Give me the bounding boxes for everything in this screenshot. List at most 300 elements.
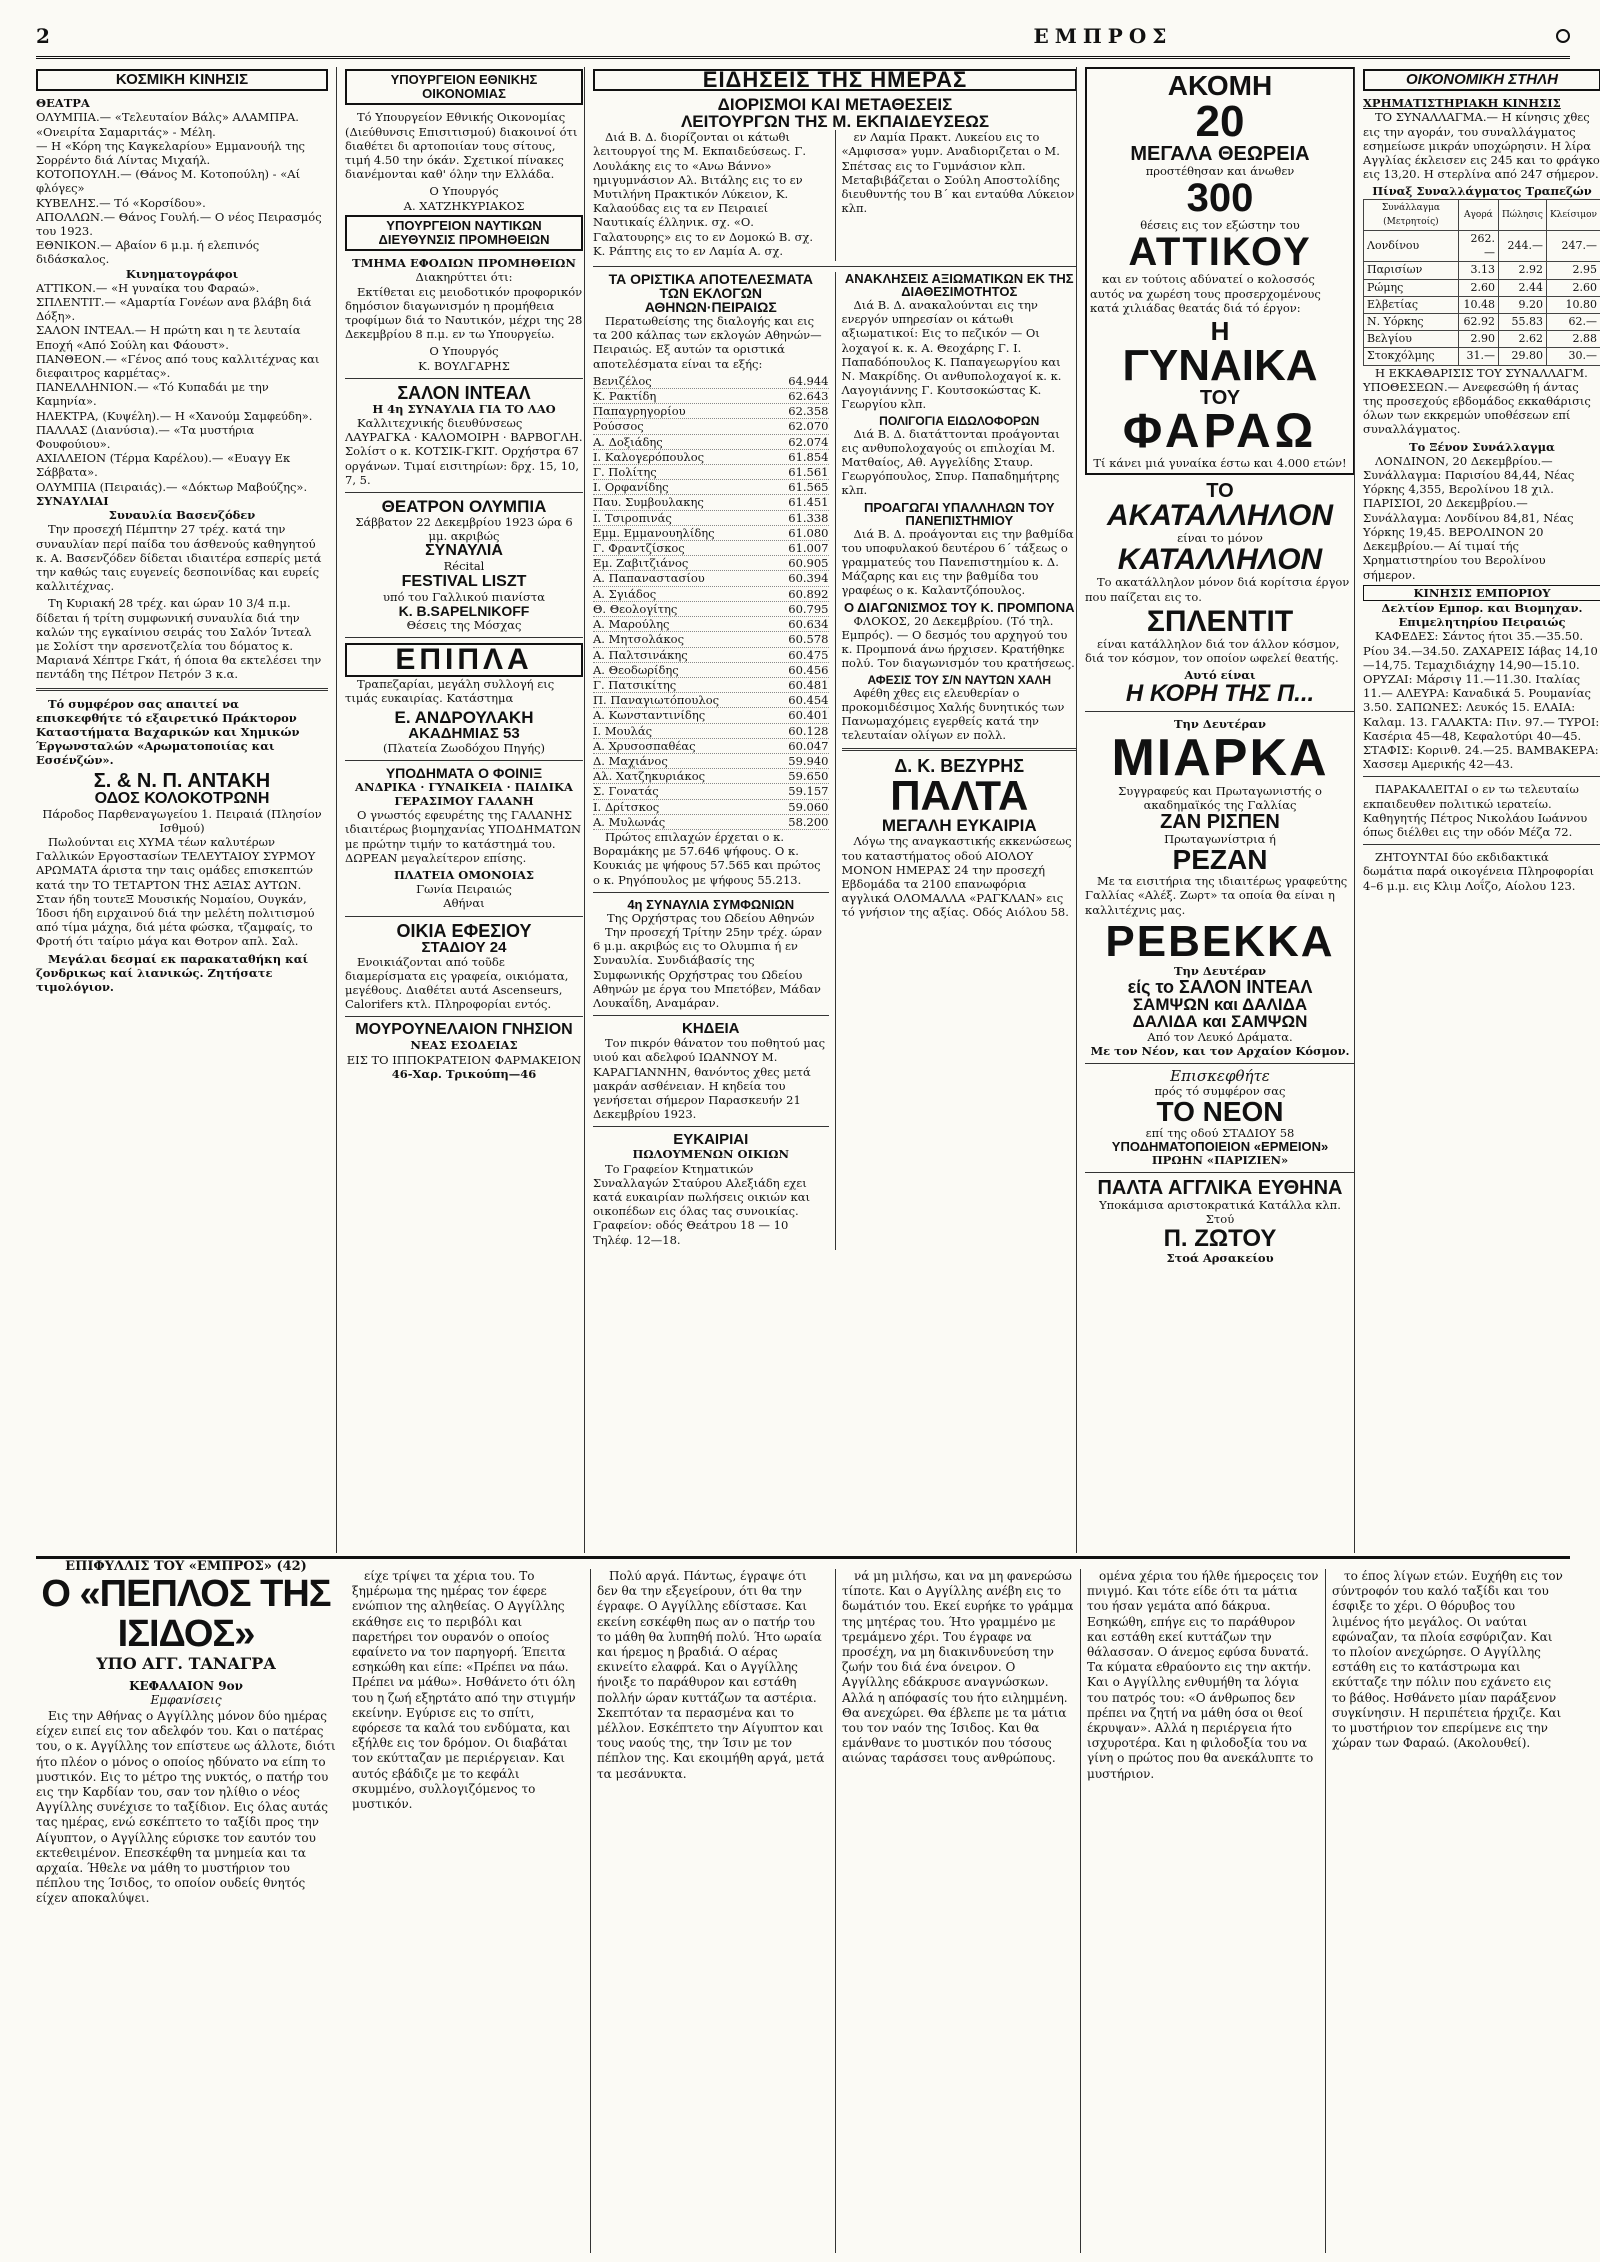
serial-author: ΥΠΟ ΑΓΓ. ΤΑΝΑΓΡΑ xyxy=(96,1654,276,1673)
candidate-name: Α. Μητσολάκος xyxy=(593,632,685,647)
table-cell: 62.92 xyxy=(1458,314,1498,331)
candidate-name: Βενιζέλος xyxy=(593,373,652,388)
candidate-votes: 61.561 xyxy=(788,465,829,480)
candidate-name: Α. Παπαναστασίου xyxy=(593,571,705,586)
economy-subheading: ΧΡΗΜΑΤΙΣΤΗΡΙΑΚΗ ΚΙΝΗΣΙΣ xyxy=(1363,96,1561,111)
result-row xyxy=(593,465,829,480)
ad-street: ΟΔΟΣ ΚΟΛΟΚΟΤΡΩΝΗ xyxy=(94,789,270,807)
film-appropriate: ΚΑΤΑΛΛΗΛΟΝ xyxy=(1117,543,1323,577)
shoes-place: ΠΛΑΤΕΙΑ ΟΜΟΝΟΙΑΣ xyxy=(393,867,535,882)
shoes-city: Αθήναι xyxy=(443,896,485,911)
appointments-subheading: ΛΕΙΤΟΥΡΓΩΝ ΤΗΣ Μ. ΕΚΠΑΙΔΕΥΣΕΩΣ xyxy=(680,112,990,132)
table-cell: Βελγίου xyxy=(1364,331,1459,348)
candidate-name: Ρούσσος xyxy=(593,419,644,434)
olympia-heading: ΘΕΑΤΡΟΝ ΟΛΥΜΠΙΑ xyxy=(381,497,547,517)
vezyris-bargain: ΜΕΓΑΛΗ ΕΥΚΑΙΡΙΑ xyxy=(881,816,1037,836)
serial-chapter-sub: Εμφανίσεις xyxy=(150,1693,222,1707)
theatre-item: ΟΛΥΜΠΙΑ.— «Τελευταίον Βάλς» ΑΛΑΜΠΡΑ. «Ονειρίτα Σαμαριτάς» - Μέλη. xyxy=(36,110,299,139)
prombonas-text: ΦΛΟΚΟΣ, 20 Δεκεμβρίου. (Τό τηλ. Εμπρός). — Ο δεσμός του αρχηγού του κ. Προμπονά άνω ήρχισεν. Κρατήθηκε πολύ. Τον διαγωνισμόν του κρατήσεως. xyxy=(841,613,1075,671)
vezyris-heading: Δ. Κ. ΒΕΖΥΡΗΣ xyxy=(894,756,1025,777)
table-cell: Ρώμης xyxy=(1364,279,1459,296)
candidate-name: Κ. Ρακτίδη xyxy=(593,389,657,404)
commerce-heading: ΚΙΝΗΣΙΣ ΕΜΠΟΡΙΟΥ xyxy=(1363,585,1600,601)
foreign-exchange-heading: Το Ξένον Συνάλλαγμα xyxy=(1409,439,1555,454)
serial-columns xyxy=(346,1569,1570,2253)
candidate-votes: 60.475 xyxy=(788,647,829,662)
furniture-address2: (Πλατεία Ζωοδόχου Πηγής) xyxy=(382,740,546,755)
miarka-rezan-sub: Με τα εισιτήρια της ιδιαιτέρως γραφεύτης Γαλλίας «Αλέξ. Ζωρτ» τα οποία θα είναι η καλλιτέχνις μας. xyxy=(1085,874,1348,917)
dalida-title: ΔΑΛΙΔΑ και ΣΑΜΨΩΝ xyxy=(1132,1012,1308,1032)
candidate-name: Δ. Μαχιάνος xyxy=(593,753,668,768)
oil-where: ΕΙΣ ΤΟ ΙΠΠΟΚΡΑΤΕΙΟΝ ΦΑΡΜΑΚΕΙΟΝ xyxy=(346,1052,582,1067)
officers-heading: ΑΝΑΚΛΗΣΕΙΣ ΑΞΙΩΜΑΤΙΚΩΝ ΕΚ ΤΗΣ ΔΙΑΘΕΣΙΜΟΤΗΤΟΣ xyxy=(844,271,1074,300)
candidate-name: Γ. Πολίτης xyxy=(593,465,657,480)
candidate-votes: 61.080 xyxy=(788,525,829,540)
shoes-firm: ΓΕΡΑΣΙΜΟΥ ΓΑΛΑΝΗ xyxy=(394,793,534,808)
cinema-item: ΠΑΛΛΑΣ (Διανύσια).— «Τα μυστήρια Φουφούιου». xyxy=(36,422,255,452)
attikon-body: και εν τούτοις αδύνατεί ο κολοσσός αυτός να χωρέση τους προσερχομένους κατά χιλιάδας θεατάς διά τό έργον: xyxy=(1090,272,1321,315)
result-row xyxy=(593,480,829,495)
miarka-rezan: ΡΕΖΑΝ xyxy=(1172,844,1268,876)
zotos-coats: ΠΑΛΤΑ ΑΓΓΛΙΚΑ ΕΥΘΗΝΑ xyxy=(1097,1177,1343,1200)
candidate-votes: 60.481 xyxy=(788,677,829,692)
table-cell: Παρισίων xyxy=(1364,262,1459,279)
serial-text-4: ομένα χέρια του ήλθε ήμεροςεις τον πνιγμό. Και τότε είδε ότι τα μάτια του ήσαν γεμάτα από δάκρυα. Εσηκώθη, επήγε εις το παράθυρον και εστάθη εκεί κυττάζων την θάλασσαν. Ο άνεμος εφύσα δυνατά. Τα κύματα εθραύοντο εις την ακτήν. Και ο Αγγίλλης ενθυμήθη τα λόγια του πατρός του: «Ο άνθρωπος δεν πρέπει να ζητή να μάθη όσα οι θεοί έκρυψαν». Αλλά η περιέργεια ήτο ισχυροτέρα. Και η φιλοδοξία του να γίνη ο πρώτος που θα ανεκάλυπτε το μυστήριον. xyxy=(1087,1569,1319,1781)
olympia-event: ΣΥΝΑΥΛΙΑ xyxy=(425,542,503,560)
candidate-name: Α. Σγιάδος xyxy=(593,586,657,601)
candidate-votes: 60.892 xyxy=(788,586,829,601)
oil-heading: ΜΟΥΡΟΥΝΕΛΑΙΟΝ ΓΝΗΣΙΟΝ xyxy=(355,1021,573,1039)
appointments-text-a: Διά Β. Δ. διορίζονται οι κάτωθι λειτουργοί της Μ. Εκπαιδεύσεως. Γ. Λουλάκης εις το «Ανω Βάννο» ημιγυμνάσιον Αλ. Βιτάλης εις το εν Μυτιλήνη Πρακτικόν Λύκειον, Κ. Καλαούδας εις τα εν Πειραιεί Ναυτικαίς έλληνικ. σχ. «Ο. Γαλατουρης» εις το εν Δομοκώ Β. σχ. Κ. Ράπτης εις το εν Λαμία Α. σχ. xyxy=(593,130,814,258)
samson-title: ΣΑΜΨΩΝ και ΔΑΛΙΔΑ xyxy=(1132,995,1308,1015)
furniture-heading: ΕΠΙΠΛΑ xyxy=(345,643,583,677)
cinema-list xyxy=(36,281,328,494)
ad-firm: Σ. & Ν. Π. ΑΝΤΑΚΗ xyxy=(93,769,271,792)
result-row xyxy=(593,389,829,404)
serial-header xyxy=(36,1559,336,1707)
zotos-at: Στού xyxy=(1205,1212,1235,1227)
house-heading: ΟΙΚΙΑ ΕΦΕΣΙΟΥ xyxy=(396,920,532,941)
cinema-item: ΠΑΝΘΕΟΝ.— «Γένος από τους καλλιτέχνας και διεφαιτρος καρμέτας». xyxy=(36,351,320,381)
cinema-item: ΗΛΕΚΤΡΑ, (Κυψέλη).— Η «Χανούμ Σαμφεύδη». xyxy=(36,408,313,423)
attikon-name: ΑΤΤΙΚΟΥ xyxy=(1128,230,1312,275)
serial-section xyxy=(36,1556,1570,2253)
subheading-theatres: ΘΕΑΤΡΑ xyxy=(36,96,90,111)
ministry-text: Τό Υπουργείον Εθνικής Οικονομίας (Διεύθυνσις Επισιτισμού) διακοινοί ότι διαθέτει δι αρτοποιίαν τους σίτους, τιμή 4.50 την όκάν. Σχετικοί πίνακες διανέμονται καθ' όλην την Ελλάδα. xyxy=(345,110,578,182)
promotions-heading: ΠΟΛΙΓΟΓΙΑ ΕΙΔΩΛΟΦΟΡΩΝ xyxy=(879,413,1040,428)
table-cell: 3.13 xyxy=(1458,262,1498,279)
table-cell: 29.80 xyxy=(1498,348,1546,365)
attikon-sub2: θέσεις εις τον εξώστην του xyxy=(1140,218,1300,233)
cinema-item: ΣΑΛΟΝ ΙΝΤΕΑΛ.— Η πρώτη και η τε λευταία Εποχή «Από Σούλη και Φάουστ». xyxy=(36,323,301,352)
appointments-text-b: εν Λαμία Πρακτ. Λυκείου εις το «Αμφισσα» γυμν. Αναδιοριζεται ο Μ. Σπέτσας εις το Γυμνάσιον κλπ. Μεταβιβάζεται ο Σούλη Αποστολίδης διευθυντής του Β΄ και ενταύθα Λύκειον κλπ. xyxy=(841,130,1075,216)
olympia-date: Σάββατον 22 Δεκεμβρίου 1923 ώρα 6 μμ. ακριβώς xyxy=(355,515,573,544)
candidate-votes: 59.157 xyxy=(788,784,829,799)
theatre-item: ΕΘΝΙΚΟΝ.— Αβαίον 6 μ.μ. ή ελεπινός διδάσκαλος. xyxy=(36,238,260,267)
theatre-item: ΚΟΤΟΠΟΥΛΗ.— (Θάνος Μ. Κοτοπούλη) - «Αί φλόγες» xyxy=(36,167,301,196)
ministry-heading: ΥΠΟΥΡΓΕΙΟΝ ΕΘΝΙΚΗΣ ΟΙΚΟΝΟΜΙΑΣ xyxy=(345,69,583,105)
concert-title: Συναυλία Βασενζόδεν xyxy=(108,508,256,523)
table-cell: Ελβετίας xyxy=(1364,296,1459,313)
candidate-votes: 60.128 xyxy=(788,723,829,738)
shoes-corner: Γωνία Πειραιώς xyxy=(416,882,512,897)
ad-footer: Μεγάλαι δεσμαί εκ παρακαταθήκη καί ζονδρικως καί λιανικώς. Ζητήσατε τιμολόγιον. xyxy=(36,951,309,994)
candidate-name: Αλ. Χατζηκυριάκος xyxy=(593,769,706,784)
serial-text-5: το έπος λίγων ετών. Ευχήθη εις τον σύντροφόν του καλό ταξίδι και του έσφιξε το χέρι. Ο θόρυβος του λιμένος ήτο μεγάλος. Οι ναύται εφώναζαν, τα πλοία εσφύριζαν. Και το πλοίον ανεχώρησε. Ο Αγγίλλης εστάθη εις το κατάστρωμα και εκύτταζε την πόλιν που εχάνετο εις το βάθος. Ησθάνετο μίαν παράξενον συγκίνησιν. Η περιπέτεια ήρχιζε. Και το μυστήριον τον επερίμενε εις την χώραν των Φαραώ. (Ακολουθεί). xyxy=(1332,1569,1563,1751)
cinema-item: ΑΤΤΙΚΟΝ.— «Η γυναίκα του Φαραώ». xyxy=(36,280,260,295)
olympia-by: υπό του Γαλλικού πιανίστα xyxy=(383,589,545,604)
house-subheading: ΣΤΑΔΙΟΥ 24 xyxy=(421,938,507,956)
candidate-votes: 60.905 xyxy=(788,556,829,571)
shoes-heading: ΥΠΟΔΗΜΑΤΑ Ο ΦΟΙΝΙΞ xyxy=(385,764,543,781)
olympia-artist: Κ. B.SAPELNIKOFF xyxy=(398,602,530,619)
miarka-monday: Την Δευτέραν xyxy=(1174,717,1266,732)
candidate-name: Ι. Καλογερόπουλος xyxy=(593,449,705,464)
result-row xyxy=(593,495,829,510)
candidate-name: Ι. Ορφανίδης xyxy=(593,480,669,495)
candidate-votes: 61.007 xyxy=(788,541,829,556)
table-cell: 10.80 xyxy=(1546,296,1600,313)
masthead xyxy=(36,16,1570,59)
candidate-name: Παυ. Συμβουλακης xyxy=(593,495,704,510)
film-is: είναι το μόνον xyxy=(1177,531,1263,546)
attikon-seats: 300 xyxy=(1186,176,1254,221)
table-cell: Στοκχόλμης xyxy=(1364,348,1459,365)
sales-text: Το Γραφείον Κτηματικών Συναλλαγών Σταύρου Αλεξιάδη εχει κατά ευκαιρίαν πωλήσεις οικιών και οικοπέδων εις όλας τας συνοικίας. Γραφείον: οδός Θεάτρου 18 — 10 Τηλέφ. 12—18. xyxy=(593,1161,810,1247)
result-row xyxy=(593,419,829,434)
result-row xyxy=(593,617,829,632)
shoes-text: Ο γνωστός εφευρέτης της ΓΑΛΑΝΗΣ ιδιαιτέρως βιομηχανίας ΥΠΟΔΗΜΑΤΩΝ με πρώτην τιμήν το κατάστημά του. ΔΩΡΕΑΝ μεγαλείτερον επίσης. xyxy=(345,808,582,865)
attikon-count: 20 xyxy=(1195,97,1245,146)
column-ministry xyxy=(336,67,583,1553)
release-text: Αφέθη χθες εις ελευθερίαν ο προκομιδέσιμος Χαλής δυνητικός των Πανωμαχόμεις εγερθείς κατά την τελευταίαν ολίγων εν πολλ. xyxy=(841,685,1065,743)
result-row xyxy=(593,404,829,419)
candidate-name: Παπαγρηγορίου xyxy=(593,404,686,419)
column-economy xyxy=(1354,67,1600,1553)
candidate-name: Α. Παλτσινάκης xyxy=(593,647,688,662)
film-woman: ΓΥΝΑΙΚΑ xyxy=(1122,341,1318,391)
table-cell: 2.92 xyxy=(1498,262,1546,279)
olympia-recital: Récital xyxy=(443,559,485,574)
miarka-sub: Συγγραφεύς και Πρωταγωνιστής ο ακαδημαϊκός της Γαλλίας xyxy=(1118,783,1322,812)
film-article: Η xyxy=(1210,316,1230,347)
election-text-b: Πρώτος επιλαχών έρχεται ο κ. Βοραμάκης με 57.646 ψήφους. Ο κ. Κουκιάς με ψήφους 57.565 και πρώτος ο κ. Ρηγόπουλος με ψήφους 55.213. xyxy=(593,829,821,887)
candidate-votes: 61.451 xyxy=(788,495,829,510)
candidate-name: Ι. Δρίτσκος xyxy=(593,799,660,814)
samson-new: Με τον Νέον, και τον Αρχαίον Κόσμον. xyxy=(1090,1044,1350,1059)
candidate-votes: 62.070 xyxy=(788,419,829,434)
table-cell: 247.— xyxy=(1546,231,1600,262)
commerce-text: ΚΑΦΕΔΕΣ: Σάντος ήτοι 35.—35.50. Ρίου 34.—34.50. ΖΑΧΑΡΕΙΣ Ιάβας 14,10—14,75. Τεμαχιδιάχηγ 14,90—15.10. ΟΡΥΖΑΙ: Μάρσιγ 11.—11.30. Ιταλίας 11.— ΑΛΕΥΡΑ: Καναδικά 5. Ρουμανίας 3.50. ΣΑΠΩΝΕΣ: Λευκός 15. ΕΛΑΙΑ: Καλαμ. 13. ΓΑΛΑΚΤΑ: Πιν. 97.— ΤΥΡΟΙ: Κασέρια 45—48, Κεφαλοτύρι 40—45. ΣΤΑΦΙΣ: Κορινθ. 24.—25. ΒΑΜΒΑΚΕΡΑ: Χασσεμ Αμερικής 42—43. xyxy=(1363,629,1600,772)
salon-subheading: Η 4η ΣΥΝΑΥΛΙΑ ΓΙΑ ΤΟ ΛΑΟ xyxy=(372,401,556,416)
candidate-votes: 60.454 xyxy=(788,693,829,708)
table-cell: 2.95 xyxy=(1546,262,1600,279)
ornament-icon xyxy=(1556,29,1570,43)
result-row xyxy=(593,708,829,723)
result-row xyxy=(593,815,829,830)
theatre-item: — Η «Κόρη της Καγκελαρίου» Εμμανουήλ της Σορρέντο διά Λίντας Μιχαήλ. xyxy=(36,138,305,168)
election-results xyxy=(593,374,829,830)
oil-address: 46-Χαρ. Τρικούπη—46 xyxy=(391,1066,537,1081)
cinema-item: ΠΑΝΕΛΛΗΝΙΟΝ.— «Τό Κυπαδάι με την Καμηνία». xyxy=(36,380,269,409)
table-header: Αγορά xyxy=(1458,199,1498,230)
result-row xyxy=(593,678,829,693)
attikon-sub: προστέθησαν και άνωθεν xyxy=(1145,164,1295,178)
table-cell: 31.— xyxy=(1458,348,1498,365)
table-cell: Ν. Υόρκης xyxy=(1364,314,1459,331)
prombonas-heading: Ο ΔΙΑΓΩΝΙΣΜΟΣ ΤΟΥ Κ. ΠΡΟΜΠΟΝΑ xyxy=(843,599,1075,615)
table-cell: 55.83 xyxy=(1498,314,1546,331)
result-row xyxy=(593,693,829,708)
result-row xyxy=(593,739,829,754)
candidate-name: Π. Παναγιωτόπουλος xyxy=(593,693,720,708)
table-header: Κλείσιμον xyxy=(1546,199,1600,230)
funeral-text: Τον πικρόν θάνατον του ποθητού μας υιού και αδελφού ΙΩΑΝΝΟΥ Μ. ΚΑΡΑΓΙΑΝΝΗΝ, θανόντος χθες μετά μακράν ασθένειαν. Η κηδεία του γενήσεται σήμερον Παρασκευήν 21 Δεκεμβρίου 1923. xyxy=(593,1036,826,1122)
film-this: Αυτό είναι xyxy=(1184,668,1256,683)
film-to: ΤΟ xyxy=(1206,480,1234,503)
splendid-sub: είναι κατάλληλον διά τον άλλον κόσμον, διά τον κόσμον, τον οποίον ωφελεί θεατής. xyxy=(1085,636,1340,666)
theatre-item: ΑΠΟΛΛΩΝ.— Θάνος Γουλή.— Ο νέος Πειρασμός του 1923. xyxy=(36,209,322,239)
column-society xyxy=(36,67,328,1553)
candidate-name: Γ. Πατσικίτης xyxy=(593,677,677,692)
table-cell: 30.— xyxy=(1546,348,1600,365)
navy-subheading: ΤΜΗΜΑ ΕΦΟΔΙΩΝ ΠΡΟΜΗΘΕΙΩΝ xyxy=(352,256,576,271)
result-row xyxy=(593,784,829,799)
subheading-concerts: ΣΥΝΑΥΛΙΑΙ xyxy=(36,493,109,508)
election-heading: ΤΑ ΟΡΙΣΤΙΚΑ ΑΠΟΤΕΛΕΣΜΑΤΑ ΤΩΝ ΕΚΛΟΓΩΝ ΑΘΗΝΩΝ·ΠΕΙΡΑΙΩΣ xyxy=(608,271,813,316)
candidate-name: Α. Χρυσοσπαθέας xyxy=(593,738,696,753)
promotions-text: Διά Β. Δ. διατάττονται προάγονται εις ανθυπολοχαγούς οι επιλοχίαι Μ. Ματθαίος, Αθ. Αγγελίδης Σταυρ. Γεωργόπουλος, Σπυρ. Παπαδημήτρης κλπ. xyxy=(841,426,1060,498)
sales-subheading: ΠΩΛΟΥΜΕΝΩΝ ΟΙΚΙΩΝ xyxy=(632,1147,790,1162)
table-header: Συνάλλαγμα (Μετρητοίς) xyxy=(1364,199,1459,230)
candidate-name: Σ. Γονατάς xyxy=(593,784,659,799)
salon-heading: ΣΑΛΟΝ ΙΝΤΕΑΛ xyxy=(397,382,531,403)
vezyris-coats: ΠΑΛΤΑ xyxy=(890,772,1029,820)
ministry-sign: Ο Υπουργός xyxy=(429,184,499,199)
neon-former: ΠΡΩΗΝ «ΠΑΡΙΖΙΕΝ» xyxy=(1151,1153,1289,1168)
symphony-text: Την προσεχή Τρίτην 25ην τρέχ. ώραν 6 μ.μ. ακριβώς εις το Ολυμπια ή εν Συναυλία. Συνδιάβασίς της Συμφωνικής Ορχήστρας του Ωδείου Αθηνών με έργα του Μπετόβεν, Μάδαν Λουκαΐδη, Αναμάραν. xyxy=(593,924,823,1010)
rebekka-title: ΡΕΒΕΚΚΑ xyxy=(1105,916,1335,966)
foreign-exchange-text: ΛΟΝΔΙΝΟΝ, 20 Δεκεμβρίου.— Συνάλλαγμα: Παρισίου 84,44, Νέας Υόρκης 4,355, Βερολίνου 18 χιλ. ΠΑΡΙΣΙΟΙ, 20 Δεκεμβρίου.— Συνάλλαγμα: Λονδίνου 84,81, Νέας Υόρκης 19,45. ΒΕΡΟΛΙΝΟΝ 20 Δεκεμβρίου.— Αί τιμαί τής Χρηματιστηρίου του Βερολίνου σήμερον. xyxy=(1363,453,1575,582)
serial-label: ΕΠΙΦΥΛΛΙΣ ΤΟΥ «ΕΜΠΡΟΣ» (42) xyxy=(65,1559,307,1574)
table-cell: 244.— xyxy=(1498,231,1546,262)
ad-text: Πωλούνται εις ΧΥΜΑ τέων καλυτέρων Γαλλικών Εργοστασίων ΤΕΛΕΥΤΑΙΟΥ ΣΥΡΜΟΥ ΑΡΩΜΑΤΑ άριστα την ταις ομάδες επισκεπτών κατά την ΤΟ ΤΕΤΑΡΤΟΝ ΤΗΣ ΑΞΙΑΣ ΑΥΤΩΝ. Σταν ήδη τουτεΞ Μουσικής Νομαίου, Ουγκάν, Ίδοσι ήδη ειρχαινού διά την μελέτη πολιτισμού από τίμα μάχηα, διά μέτα φώσκα, τζαμφαίς, το Φροτή ότι ταίριο μάγα και Θοτρον απλ. Σαλ. xyxy=(36,834,316,949)
candidate-votes: 59.940 xyxy=(788,753,829,768)
serial-column-4 xyxy=(1080,1569,1325,2253)
samson-monday: Την Δευτέραν xyxy=(1174,963,1266,978)
appointments-heading: ΔΙΟΡΙΣΜΟΙ ΚΑΙ ΜΕΤΑΘΕΣΕΙΣ xyxy=(717,95,953,115)
table-cell: 2.60 xyxy=(1546,279,1600,296)
serial-title: Ο «ΠΕΠΛΟΣ ΤΗΣ ΙΣΙΔΟΣ» xyxy=(41,1573,331,1655)
candidate-votes: 60.578 xyxy=(788,632,829,647)
candidate-votes: 60.394 xyxy=(788,571,829,586)
notice-request: ΠΑΡΑΚΑΛΕΙΤΑΙ ο εν τω τελευταίω εκπαιδευθεν πολιτικώ ιερατείω. Καθηγητής Πέτρος Νικολάου Ιωάννου όπως διέλθει εις την οδόν Μέζα 72. xyxy=(1363,782,1588,839)
notice-rooms: ΖΗΤΟΥΝΤΑΙ δύο εκδιδακτικά δωμάτια παρά οικογένεια Πληροφορίαι 4–6 μ.μ. εις Κλιμ Λοΐζο, Αίολου 123. xyxy=(1363,850,1595,893)
concert-text: Την προσεχή Πέμπτην 27 τρέχ. κατά την συναυλίαν περί παίδα του άσθενούς καθηγητού κ. Α. Βασενζόδεν δίδεται ιδιαιτέρα εσπερίς μετά την καθώς ταις ευγενείς δεσποινίδας και ευρείς καλλιτέχνας. xyxy=(36,522,322,594)
result-row xyxy=(593,724,829,739)
navy-sign: Ο Υπουργός xyxy=(429,344,499,359)
oil-subheading: ΝΕΑΣ ΕΣΟΔΕΙΑΣ xyxy=(410,1038,518,1053)
candidate-name: Ι. Μουλάς xyxy=(593,723,653,738)
salon-text: Καλλιτεχνικής διευθύνσεως ΛΑΥΡΑΓΚΑ · ΚΑΛΟΜΟΙΡΗ · ΒΑΡΒΟΓΛΗ. Σολίστ ο κ. ΚΟΤΣΙΚ-ΓΚΙΤ. Ορχήστρα 67 οργάνων. Τιμαί εισιτηρίων: δρχ. 15, 10, 7, 5. xyxy=(345,416,583,487)
neon-name: ΤΟ ΝΕΟΝ xyxy=(1156,1095,1284,1127)
candidate-votes: 61.854 xyxy=(788,449,829,464)
splendid-name: ΣΠΛΕΝΤΙΤ xyxy=(1146,604,1294,638)
table-row xyxy=(1364,348,1600,365)
table-cell: 2.88 xyxy=(1546,331,1600,348)
furniture-firm: Ε. ΑΝΔΡΟΥΛΑΚΗ xyxy=(394,707,534,727)
result-row xyxy=(593,663,829,678)
result-row xyxy=(593,571,829,586)
symphony-subheading: Της Ορχήστρας του Ωδείου Αθηνών xyxy=(607,910,815,925)
ad-address: Πάροδος Παρθεναγωγείου 1. Πειραιά (Πλησίον Ισθμού) xyxy=(42,806,322,835)
page-number: 2 xyxy=(36,24,50,48)
cinema-item: ΣΠΛΕΝΤΙΤ.— «Αμαρτία Γονέων ανα βλάβη διά Δόξη». xyxy=(36,295,312,324)
neon-shoes: ΥΠΟΔΗΜΑΤΟΠΟΙΕΙΟΝ «ΕΡΜΕΙΟΝ» xyxy=(1111,1139,1329,1155)
film-appropriate-sub: Το ακατάλληλον μόνον διά κορίτσια έργον που παίζεται εις το. xyxy=(1085,575,1350,604)
table-cell: 62.— xyxy=(1546,314,1600,331)
news-section xyxy=(36,67,1600,1553)
candidate-votes: 62.358 xyxy=(788,404,829,419)
table-cell: 262.— xyxy=(1458,231,1498,262)
candidate-name: Α. Μαρούλης xyxy=(593,617,670,632)
navy-sign-name: Κ. ΒΟΥΛΓΑΡΗΣ xyxy=(418,358,510,373)
candidate-name: Θ. Θεολογίτης xyxy=(593,601,678,616)
neon-visit: Επισκεφθήτε xyxy=(1170,1067,1270,1086)
result-row xyxy=(593,556,829,571)
serial-chapter: ΚΕΦΑΛΑΙΟΝ 9ον xyxy=(129,1679,243,1693)
ministry-sign-name: Α. ΧΑΤΖΗΚΥΡΙΑΚΟΣ xyxy=(403,198,525,213)
result-row xyxy=(593,435,829,450)
furniture-text: Τραπεζαρίαι, μεγάλη συλλογή εις τιμάς ευκαιρίας. Κατάστημα xyxy=(345,677,555,706)
table-cell: Λονδίνου xyxy=(1364,231,1459,262)
table-cell: 2.60 xyxy=(1458,279,1498,296)
subheading-cinema: Κινηματογράφοι xyxy=(125,266,239,281)
serial-column-5 xyxy=(1325,1569,1570,2253)
exchange-table-title: Πίναξ Συναλλάγματος Τραπεζών xyxy=(1372,184,1592,199)
result-row xyxy=(593,769,829,784)
film-girl: Η ΚΟΡΗ ΤΗΣ Π... xyxy=(1125,680,1315,708)
university-text: Διά Β. Δ. προάγονται εις την βαθμίδα του υποφυλακού δευτέρου 6΄ τάξεως ο γραμματεύς του Πανεπιστημίου κ. Δ. Μάζαρης και εις την βαθμίδα του γραφέως ο κ. Καλαντζόπουλος. xyxy=(841,526,1074,598)
funeral-heading: ΚΗΔΕΙΑ xyxy=(682,1020,740,1038)
candidate-name: Α. Μυλωνάς xyxy=(593,814,666,829)
miarka-lead: Πρωταγωνίστρια ή xyxy=(1164,832,1276,847)
candidate-votes: 62.643 xyxy=(788,389,829,404)
film-of: ΤΟΥ xyxy=(1199,387,1241,410)
table-cell: 2.62 xyxy=(1498,331,1546,348)
column-news xyxy=(584,67,1077,1553)
candidate-votes: 60.634 xyxy=(788,617,829,632)
candidate-name: Εμμ. Εμμανουηλίδης xyxy=(593,525,715,540)
attikon-boxes: ΜΕΓΑΛΑ ΘΕΩΡΕΙΑ xyxy=(1130,143,1310,165)
candidate-votes: 59.060 xyxy=(788,799,829,814)
release-heading: ΑΦΕΣΙΣ ΤΟΥ Σ/Ν ΝΑΥΤΩΝ ΧΑΛΗ xyxy=(867,672,1052,687)
candidate-votes: 60.795 xyxy=(788,601,829,616)
serial-column-1 xyxy=(346,1569,590,2253)
zotos-name: Π. ΖΩΤΟΥ xyxy=(1163,1224,1277,1252)
sales-heading: ΕΥΚΑΙΡΙΑΙ xyxy=(673,1131,749,1149)
settlement-text: Η ΕΚΚΑΘΑΡΙΣΙΣ ΤΟΥ ΣΥΝΑΛΛΑΓΜ. ΥΠΟΘΕΣΕΩΝ.— Ανεφεσώθη ή άντας της προσεχούς εβδομάδος εκκαθάρισις όλων των εκκρεμών υποθέσεων επί συναλλάγματος. xyxy=(1363,365,1591,437)
candidate-votes: 60.456 xyxy=(788,662,829,677)
symphony-heading: 4η ΣΥΝΑΥΛΙΑ ΣΥΜΦΩΝΙΩΝ xyxy=(627,896,795,912)
miarka-jean: ΖΑΝ ΡΙΣΠΕΝ xyxy=(1160,811,1280,834)
table-row xyxy=(1364,314,1600,331)
section-heading: ΚΟΣΜΙΚΗ ΚΙΝΗΣΙΣ xyxy=(36,69,328,91)
table-row xyxy=(1364,231,1600,262)
cinema-item: ΑΧΙΛΛΕΙΟΝ (Τέρμα Καρέλου).— «Ευαγγ Εκ Σάββατα». xyxy=(36,451,291,480)
film-tagline: Τί κάνει μιά γυναίκα έστω και 4.000 ετών! xyxy=(1093,456,1347,471)
result-row xyxy=(593,587,829,602)
film-inappropriate: ΑΚΑΤΑΛΛΗΛΟΝ xyxy=(1106,499,1334,533)
candidate-name: Α. Θεοδωρίδης xyxy=(593,662,679,677)
serial-text-0: Εις την Αθήνας ο Αγγίλλης μόνον δύο ημέρας είχεν ειπεί εις τον αδελφόν του. Και ο πατέρας του, ο κ. Αγγίλλης τον επίστευε ως άλλοτε, διότι ήτο πλέον ο μόνος ο οποίος ηδύνατο να είπη το μυστικόν. Εις το μέτρο της νυκτός, ο πατήρ του εις την Καρδίαν του, σαν τον ηλίθιο ο νέος Αγγίλλης συνέχισε το ταξίδιον. Εις όλας αυτάς τας ημέρας, ενώ εσκέπτετο το ταξίδι προς την Αίγυπτον, ο Αγγίλλης εύρισκε τον εαυτόν του εκτεθειμένον. Επεσκέφθη τα μνημεία και τα αρχαία. Ήθελε να μάθη το μυστήριον του πέπλου της Ίσιδος, το οποίον ουδείς θνητός είχεν αποκαλύψει. xyxy=(36,1709,336,1906)
officers-text: Διά Β. Δ. ανακαλούνται εις την ενεργόν υπηρεσίαν οι κάτωθι αξιωματικοί: Εις το πεζικόν — Οι λοχαγοί κ. κ. Α. Θεοχάρης Γ. Ι. Παπαδόπουλος Κ. Παπαγεωργίου και Ν. Μακρίδης. Οι ανθυπολοχαγοί κ. κ. Λαγογιάννης Γ. Κουτσοκώστας Κ. Γεωργίου κλπ. xyxy=(841,298,1062,412)
serial-text-2: Πολύ αργά. Πάντως, έγραψε ότι δεν θα την εξεγείρουν, ότι θα την έγραφε. Ο Αγγίλλης εδίστασε. Και εκείνη εσκέφθη πως αν ο πατήρ του το μάθη θα λυπηθή πολύ. Ήτο ωραία και ήρεμος η βραδιά. Ο αέρας εκινείτο ελαφρά. Και ο Αγγίλλης ήνοιξε το παράθυρον και εστάθη πολλήν ώραν κυττάζων τα αστέρια. Σκεπτόταν τα περασμένα και το μέλλον. Εσκέπτετο την Αίγυπτον και τους ναούς της, την Ίσιν με τον πέπλον της. Και εκοιμήθη αργά, μετά τα μεσάνυκτα. xyxy=(597,1569,825,1781)
attikon-more: ΑΚΟΜΗ xyxy=(1167,70,1273,101)
samson-salon: είς το ΣΑΛΟΝ ΙΝΤΕΑΛ xyxy=(1127,977,1313,998)
election-text: Περατωθείσης της διαλογής και εις τα 200 κάλπας των εκλογών Αθηνών—Πειραιώς. Εξ αυτών τα οριστικά αποτελέσματα είναι τα εξής: xyxy=(593,314,822,371)
result-row xyxy=(593,648,829,663)
theatre-item: ΚΥΒΕΛΗΣ.— Τό «Κορσίδου». xyxy=(36,195,206,210)
samson-drama: Από τον Λευκό Δράματα. xyxy=(1147,1030,1293,1045)
candidate-votes: 58.200 xyxy=(788,814,829,829)
candidate-name: Ι. Τσιροπινάς xyxy=(593,510,672,525)
olympia-extra: Θέσεις της Μόσχας xyxy=(406,617,522,632)
candidate-name: Εμ. Ζαβιτζιάνος xyxy=(593,556,689,571)
attikon-ad xyxy=(1085,67,1355,475)
result-row xyxy=(593,754,829,769)
candidate-votes: 64.944 xyxy=(788,373,829,388)
notice-text: Τη Κυριακή 28 τρέχ. και ώραν 10 3/4 π.μ. δίδεται ή τρίτη συμφωνική συναυλία διά την καλών της εγκαίνιου σειράς του Σαλόν Ίντεαλ με Σολίστ την αρσενοτζελία του δόματος κ. Μαριανά Χέπτρε Γκάτ, ή όποια θα εκτελέσει την πεντάδη της Πέτρον Πετρόν 3 κ.α. xyxy=(36,596,322,682)
table-cell: 10.48 xyxy=(1458,296,1498,313)
table-cell: 2.44 xyxy=(1498,279,1546,296)
candidate-name: Α. Δοξιάδης xyxy=(593,434,663,449)
theatre-list xyxy=(36,110,328,266)
serial-column-0 xyxy=(36,1709,336,2253)
newspaper-name: ΕΜΠΡΟΣ xyxy=(1033,24,1173,48)
result-row xyxy=(593,526,829,541)
table-header: Πώλησις xyxy=(1498,199,1546,230)
house-text: Ενοικιάζονται από τοῦδε διαμερίσματα εις γραφεία, οικιόματα, μεγέθους. Διαθέτει αυτά Ascenseurs, Calorifers κτλ. Πληροφορίαι εντός. xyxy=(345,954,569,1012)
result-row xyxy=(593,541,829,556)
economy-header: ΟΙΚΟΝΟΜΙΚΗ ΣΤΗΛΗ xyxy=(1363,69,1600,91)
table-row xyxy=(1364,296,1600,313)
economy-text: ΤΟ ΣΥΝΑΛΛΑΓΜΑ.— Η κίνησις χθες εις την αγοράν, του συναλλάγματος εσημείωσε μικράν υποχώρησιν. Η λίρα Αγγλίας έκλεισεν εις 245 και το φράγκο εις 13,20. Η στερλίνα από 247 σήμερον. xyxy=(1363,110,1600,182)
serial-column-3 xyxy=(835,1569,1080,2253)
column-ads xyxy=(1076,67,1355,1553)
navy-notice: Διακηρύττει ότι: xyxy=(415,270,513,285)
candidate-votes: 60.047 xyxy=(788,738,829,753)
result-row xyxy=(593,374,829,389)
table-cell: 9.20 xyxy=(1498,296,1546,313)
news-header: ΕΙΔΗΣΕΙΣ ΤΗΣ ΗΜΕΡΑΣ xyxy=(593,69,1077,91)
table-row xyxy=(1364,331,1600,348)
candidate-votes: 61.338 xyxy=(788,510,829,525)
table-row xyxy=(1364,279,1600,296)
candidate-name: Γ. Φραντζίσκος xyxy=(593,541,685,556)
zotos-address: Στοά Αρσακείου xyxy=(1166,1250,1274,1265)
result-row xyxy=(593,602,829,617)
neon-address: επί της οδού ΣΤΑΔΙΟΥ 58 xyxy=(1145,1125,1295,1140)
candidate-votes: 62.074 xyxy=(788,434,829,449)
serial-text-3: νά μη μιλήσω, και να μη φανερώσω τίποτε. Και ο Αγγίλλης ανέβη εις το δωμάτιόν του. Εκεί ευρήκε το γράμμα της μητέρας του. Ήτο γραμμένο με τρεμάμενο χέρι. Του έγραφε να προσέχη, να μη διακινδυνεύση την ζωήν του διά ένα όνειρον. Ο Αγγίλλης εδάκρυσε αναγνώσκων. Αλλά η απόφασίς του ήτο ειλημμένη. Θα ανεχώρει. Θα έβλεπε με τα μάτια του τον ναόν της Ίσιδος. Και θα εμάνθανε το μυστικόν που τόσους αιώνας ταράσσει τους ανθρώπους. xyxy=(842,1569,1074,1766)
neon-interest: πρός τό συμφέρον σας xyxy=(1154,1083,1286,1098)
candidate-votes: 61.565 xyxy=(788,480,829,495)
candidate-votes: 59.650 xyxy=(788,769,829,784)
commerce-subheading: Δελτίον Εμπορ. και Βιομηχαν. Επιμελητηρίου Πειραιώς xyxy=(1381,600,1583,630)
candidate-name: Α. Κωνσταντινίδης xyxy=(593,708,706,723)
result-row xyxy=(593,511,829,526)
